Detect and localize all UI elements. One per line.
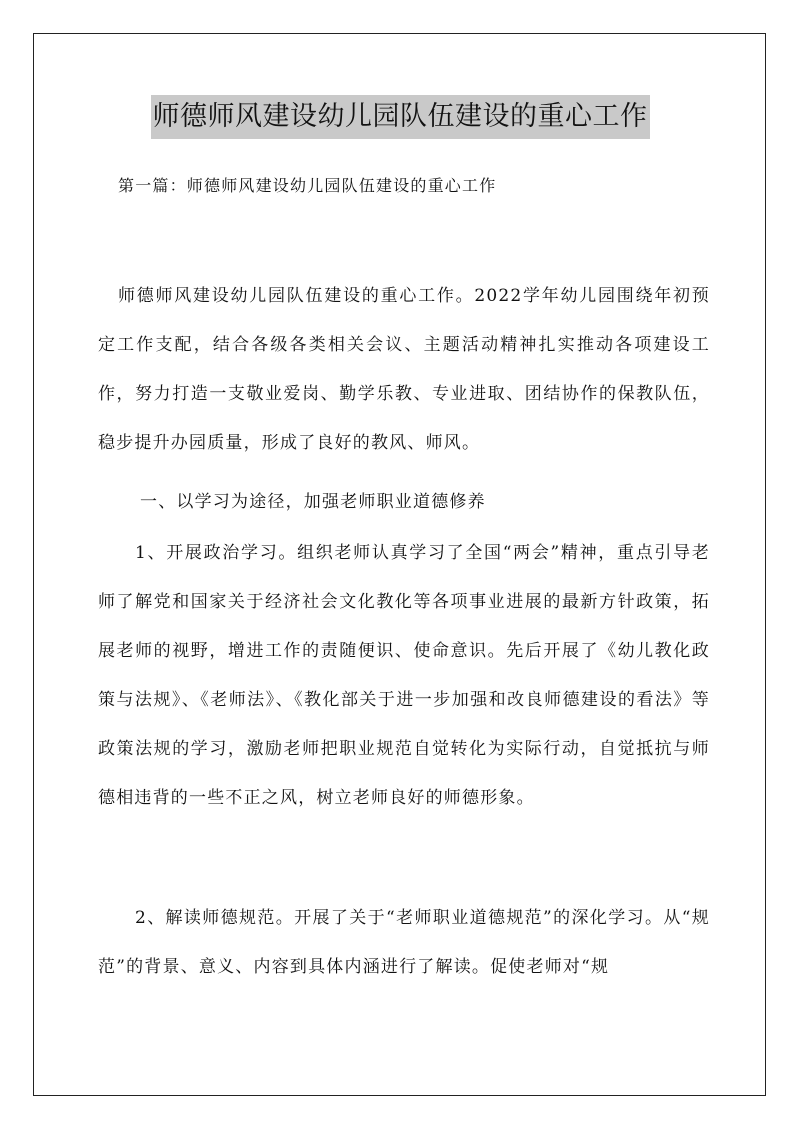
title-container (0, 95, 800, 139)
intro-paragraph: 师德师风建设幼儿园队伍建设的重心工作。2022学年幼儿园围绕年初预定工作支配，结合各级各类相关会议、主题活动精神扎实推动各项建设工作，努力打造一支敬业爱岗、勤学乐教、专业进取、团结协作的保教队伍，稳步提升办园质量，形成了良好的教风、师风。 (98, 286, 710, 453)
document-subtitle: 第一篇：师德师风建设幼儿园队伍建设的重心工作 (118, 176, 497, 195)
document-title: 师德师风建设幼儿园队伍建设的重心工作 (151, 95, 650, 139)
item-1-paragraph: 1、开展政治学习。组织老师认真学习了全国“两会”精神，重点引导老师了解党和国家关于经济社会文化教化等各项事业进展的最新方针政策，拓展老师的视野，增进工作的责随便识、使命意识。先后开展了《幼儿教化政策与法规》、《老师法》、《教化部关于进一步加强和改良师德建设的看法》等政策法规的学习，激励老师把职业规范自觉转化为实际行动，自觉抵抗与师德相违背的一些不正之风，树立老师良好的师德形象。 (98, 543, 710, 808)
section-heading: 一、以学习为途径，加强老师职业道德修养 (140, 492, 486, 512)
item-2-paragraph: 2、解读师德规范。开展了关于“老师职业道德规范”的深化学习。从“规范”的背景、意义、内容到具体内涵进行了解读。促使老师对“规 (98, 908, 710, 977)
